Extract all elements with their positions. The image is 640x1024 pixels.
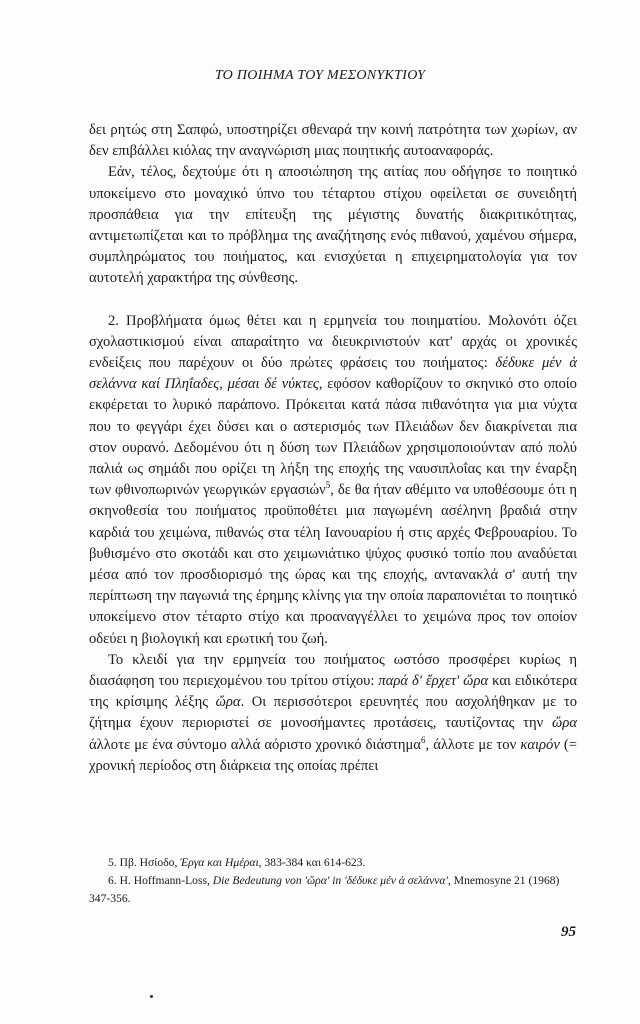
- paragraph-interpretation: [89, 650, 577, 777]
- footnotes: [89, 854, 577, 908]
- main-text: [89, 120, 577, 777]
- work-title: Έργα και Ημέραι: [180, 856, 259, 869]
- footnote-text: , Mnemosyne 21 (1968) 347-356.: [89, 874, 560, 905]
- footnote-5: [89, 854, 577, 872]
- footnote-text: 5. Πβ. Ησίοδο,: [108, 856, 181, 869]
- text-run: , δε θα ήταν αθέμιτο να υποθέσουμε ότι η σκηνοθεσία του ποιήματος προϋποθέτει μια παγωμένη ασέληνη βραδιά στην καρδιά του χειμώνα, πιθανώς στα τέλη Ιανουαρίου ή στις αρχές Φεβρουαρίου. Το βυθισμένο στο σκοτάδι και στο χειμωνιάτικο ψύχος φυσικό τοπίο που αναδύεται μέσα από τον προσδιορισμό της ώρας και της εποχής, αντανακλά σ' αυτή την περίπτωση την παγωνιά της έρημης κλίνης για την οποία παραπονιέται το ποιητικό υποκείμενο στον τέταρτο στίχο και προαναγγέλλει το χειμώνα προς τον οποίον οδεύει η βιολογική και ερωτική του ζωή.: [89, 482, 577, 647]
- paragraph-conclusion: Εάν, τέλος, δεχτούμε ότι η αποσιώπηση της αιτίας που οδήγησε το ποιητικό υποκείμενο στο μοναχικό ύπνο του τέταρτου στίχου οφείλεται σε συνειδητή προσπάθεια για την επίτευξη της μέγιστης δυνατής διακριτικότητας, αντιμετωπίζεται και το πρόβλημα της αναζήτησης ενός πιθανού, χαμένου σήμερα, συμπληρώματος του ποιήματος, και ενισχύεται η επιχειρηματολογία για τον αυτοτελή χαρακτήρα της σύνθεσης.: [89, 164, 577, 287]
- text-run: και ειδικότερα της κρίσιμης λέξης: [89, 673, 577, 711]
- text-run: , άλλοτε με τον: [425, 736, 521, 753]
- footnote-6: [89, 872, 577, 908]
- footnote-text: 6. H. Hoffmann-Loss,: [108, 874, 213, 887]
- greek-quotation: δέδυκε μέν ἀ σελάννα καί Πληΐαδες, μέσαι δέ νύκτες: [89, 355, 577, 393]
- text-run: Το κλειδί για την ερμηνεία του ποιήματος ωστόσο προσφέρει κυρίως η διασάφηση του περιεχομένου του τρίτου στίχου:: [89, 651, 577, 690]
- text-run: άλλοτε με ένα σύντομο αλλά αόριστο χρονικό διάστημα: [89, 736, 421, 753]
- scan-speck: [150, 995, 153, 998]
- page-number: 95: [561, 924, 576, 940]
- paragraph-section-2: [89, 311, 577, 650]
- work-title: Die Bedeutung von 'ὤρα' in 'δέδυκε μέν ἀ σελάννα': [212, 874, 448, 887]
- text-run: , εφόσον καθορίζουν το σκηνικό στο οποίο εκφέρεται το λυρικό παράπονο. Πρόκειται κατά πάσα πιθανότητα για μια νύχτα που το φεγγάρι έχει δύσει και ο αστερισμός των Πλειάδων δεν διακρίνεται πια στον ουρανό. Δεδομένου ότι η δύση των Πλειάδων χρησιμοποιούνταν από πολύ παλιά ως σημάδι που ορίζει τη λήξη της εποχής της ναυσιπλοΐας και την έναρξη των φθινοπωρινών γεωργικών εργασιών: [89, 376, 577, 499]
- paragraph-continued: δει ρητώς στη Σαπφώ, υποστηρίζει σθεναρά την κοινή πατρότητα των χωρίων, αν δεν επιβάλλει κιόλας την αναγνώριση μιας ποιητικής αυτοαναφοράς.: [89, 122, 577, 160]
- greek-term: ὤρα: [215, 694, 241, 711]
- greek-term: ὤρα: [552, 715, 577, 732]
- footnote-ref-5[interactable]: 5: [325, 480, 331, 491]
- text-run: 2. Προβλήματα όμως θέτει και η ερμηνεία του ποιηματίου. Μολονότι όζει σχολαστικισμού είναι απαραίτητο να διευκρινιστούν κατ' αρχάς οι χρονικές ενδείξεις που παρέχουν οι δύο πρώτες φράσεις του ποιήματος:: [89, 312, 577, 372]
- text-run: . Οι περισσότεροι ερευνητές που ασχολήθηκαν με το ζήτημα έχουν περιοριστεί σε μονοσήμαντες προτάσεις, ταυτίζοντας την: [89, 694, 577, 732]
- running-head: ΤΟ ΠΟΙΗΜΑ ΤΟΥ ΜΕΣΟΝΥΚΤΙΟΥ: [214, 68, 426, 83]
- footnote-text: , 383-384 και 614-623.: [258, 856, 366, 869]
- greek-quotation: παρά δ' ἔρχετ' ὤρα: [378, 673, 489, 690]
- text-run: (= χρονική περίοδος στη διάρκεια της οποίας πρέπει: [89, 736, 578, 774]
- footnote-ref-6[interactable]: 6: [420, 734, 426, 745]
- greek-term: καιρόν: [520, 736, 560, 753]
